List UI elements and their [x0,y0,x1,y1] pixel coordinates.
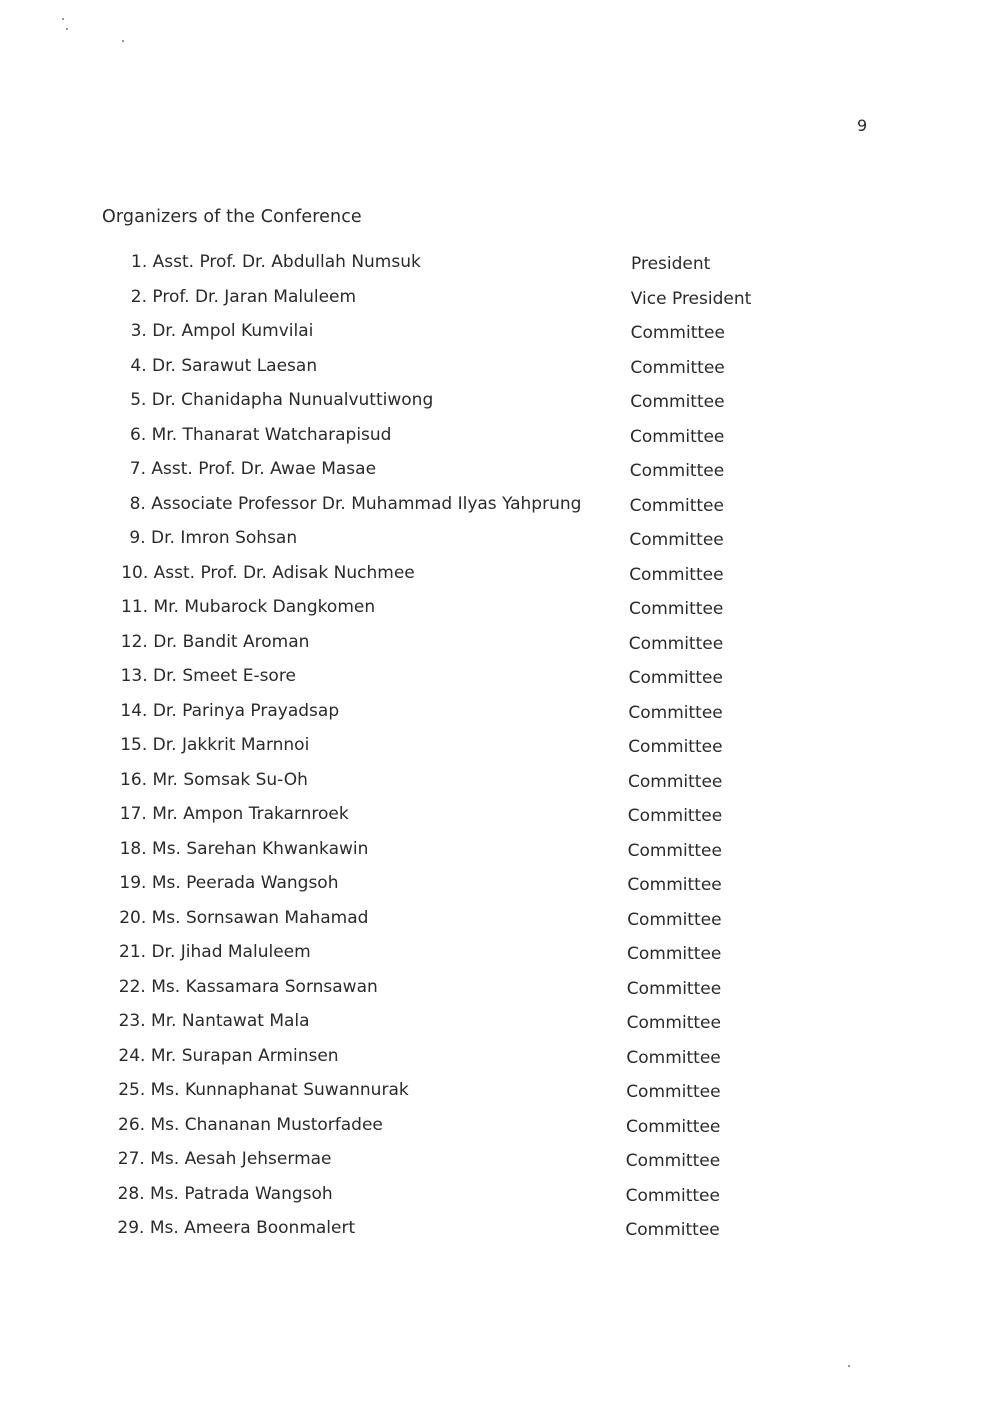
scan-speck [848,1365,850,1367]
organizer-name: 7. Asst. Prof. Dr. Awae Masae [129,459,377,479]
organizer-role: Committee [629,564,724,585]
scan-speck [122,40,124,42]
organizer-row [0,492,1000,527]
organizer-name: 6. Mr. Thanarat Watcharapisud [130,424,392,445]
organizer-name: 16. Mr. Somsak Su-Oh [120,769,308,790]
organizer-role: Committee [625,1185,720,1206]
organizer-name: 3. Dr. Ampol Kumvilai [130,321,314,341]
organizer-role: Committee [630,323,725,343]
organizer-row [0,388,1000,423]
organizer-row [0,1113,1000,1148]
organizer-row [0,1078,1000,1113]
page-number: 9 [857,116,868,135]
organizer-name: 13. Dr. Smeet E-sore [120,666,296,686]
organizer-row [0,354,1000,389]
organizer-row [0,837,1000,872]
organizer-name: 15. Dr. Jakkrit Marnnoi [120,735,310,755]
organizer-role: Committee [629,599,724,619]
organizer-name: 17. Mr. Ampon Trakarnroek [119,804,349,824]
organizer-name: 2. Prof. Dr. Jaran Maluleem [130,286,357,307]
organizer-row [0,561,1000,596]
organizer-row [0,871,1000,906]
organizer-role: Committee [627,875,722,895]
organizer-role: Vice President [630,288,752,309]
organizer-row [0,319,1000,354]
organizer-row [0,940,1000,975]
organizer-role: Committee [625,1151,721,1171]
organizer-row [0,1044,1000,1079]
organizer-name: 18. Ms. Sarehan Khwankawin [119,838,369,859]
organizer-role: Committee [629,461,725,481]
organizer-name: 9. Dr. Imron Sohsan [129,528,298,548]
scan-speck [66,28,68,30]
organizer-name: 12. Dr. Bandit Aroman [120,631,310,652]
organizer-name: 26. Ms. Chananan Mustorfadee [118,1114,383,1135]
organizer-role: Committee [627,840,722,861]
organizer-row [0,457,1000,492]
organizer-name: 27. Ms. Aesah Jehsermae [117,1149,332,1169]
organizer-row [0,595,1000,630]
organizer-name: 21. Dr. Jihad Maluleem [119,942,311,962]
organizer-name: 10. Asst. Prof. Dr. Adisak Nuchmee [121,562,415,583]
organizer-role: Committee [627,909,722,930]
organizer-name: 23. Mr. Nantawat Mala [118,1011,310,1031]
organizer-role: Committee [626,1116,721,1137]
organizer-name: 11. Mr. Mubarock Dangkomen [121,597,376,617]
organizer-row [0,975,1000,1010]
organizer-role: Committee [628,668,723,688]
organizer-role: Committee [628,702,723,723]
section-title: Organizers of the Conference [102,207,362,227]
organizer-name: 20. Ms. Sornsawan Mahamad [119,907,369,928]
organizer-list [0,250,1000,1251]
organizer-role: Committee [629,530,724,550]
organizer-row [0,768,1000,803]
organizer-row [0,1182,1000,1217]
organizer-row [0,250,1000,285]
organizer-role: Committee [628,771,723,792]
organizer-name: 22. Ms. Kassamara Sornsawan [118,976,378,997]
organizer-row [0,526,1000,561]
organizer-name: 19. Ms. Peerada Wangsoh [119,873,339,893]
organizer-role: Committee [626,1013,721,1033]
organizer-name: 29. Ms. Ameera Boonmalert [117,1218,356,1238]
organizer-row [0,733,1000,768]
organizer-row [0,285,1000,320]
organizer-role: Committee [630,357,725,378]
organizer-role: Committee [630,426,725,447]
organizer-name: 24. Mr. Surapan Arminsen [118,1045,339,1066]
organizer-name: 14. Dr. Parinya Prayadsap [120,700,340,721]
organizer-role: Committee [629,495,724,516]
organizer-role: Committee [628,633,724,654]
organizer-row [0,630,1000,665]
organizer-name: 5. Dr. Chanidapha Nunualvuttiwong [130,390,434,410]
organizer-row [0,423,1000,458]
organizer-row [0,906,1000,941]
organizer-name: 4. Dr. Sarawut Laesan [130,355,318,376]
organizer-role: Committee [628,737,723,757]
organizer-name: 28. Ms. Patrada Wangsoh [117,1183,333,1204]
organizer-row [0,699,1000,734]
organizer-role: Committee [625,1220,720,1240]
organizer-role: Committee [626,978,722,999]
organizer-row [0,1009,1000,1044]
organizer-row [0,664,1000,699]
organizer-role: Committee [630,392,725,412]
organizer-name: 8. Associate Professor Dr. Muhammad Ilyas Yahprung [129,493,582,514]
organizer-role: Committee [627,944,722,964]
organizer-name: 1. Asst. Prof. Dr. Abdullah Numsuk [131,252,421,272]
organizer-name: 25. Ms. Kunnaphanat Suwannurak [118,1080,409,1100]
organizer-row [0,802,1000,837]
organizer-role: Committee [626,1047,721,1068]
organizer-role: Committee [626,1082,721,1102]
organizer-row [0,1216,1000,1251]
organizer-row [0,1147,1000,1182]
organizer-role: Committee [627,806,723,826]
organizer-role: President [631,254,711,274]
scan-speck [62,18,64,20]
